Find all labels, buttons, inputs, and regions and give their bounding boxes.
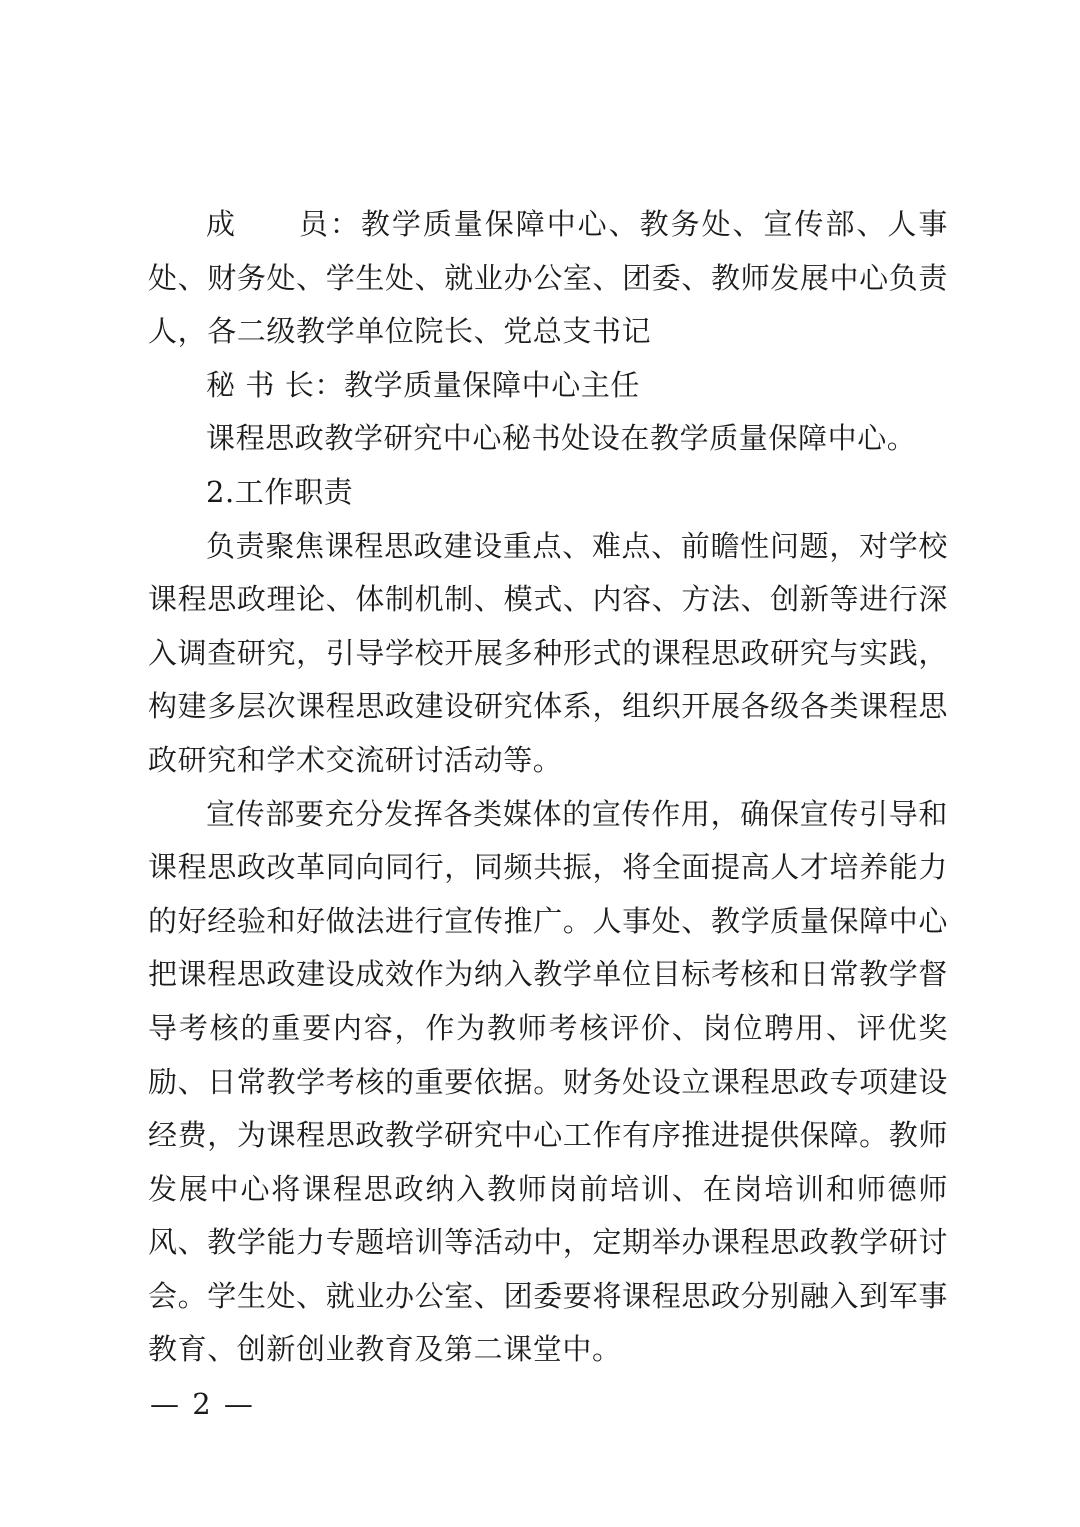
secretariat-paragraph: 课程思政教学研究中心秘书处设在教学质量保障中心。: [206, 421, 917, 456]
secretary-general-paragraph: 秘 书 长：教学质量保障中心主任: [206, 367, 641, 402]
document-body: [148, 198, 948, 1377]
section-heading: 2.工作职责: [206, 474, 354, 509]
duties-paragraph: 负责聚焦课程思政建设重点、难点、前瞻性问题，对学校课程思政理论、体制机制、模式、内容、方法、创新等进行深入调查研究，引导学校开展多种形式的课程思政研究与实践，构建多层次课程思政建设研究体系，组织开展各级各类课程思政研究和学术交流研讨活动等。: [148, 528, 948, 777]
page-number: — 2 —: [150, 1387, 255, 1421]
members-paragraph: 成 员：教学质量保障中心、教务处、宣传部、人事处、财务处、学生处、就业办公室、团委、教师发展中心负责人，各二级教学单位院长、党总支书记: [148, 207, 948, 349]
departments-paragraph: 宣传部要充分发挥各类媒体的宣传作用，确保宣传引导和课程思政改革同向同行，同频共振，将全面提高人才培养能力的好经验和好做法进行宣传推广。人事处、教学质量保障中心把课程思政建设成效作为纳入教学单位目标考核和日常教学督导考核的重要内容，作为教师考核评价、岗位聘用、评优奖励、日常教学考核的重要依据。财务处设立课程思政专项建设经费，为课程思政教学研究中心工作有序推进提供保障。教师发展中心将课程思政纳入教师岗前培训、在岗培训和师德师风、教学能力专题培训等活动中，定期举办课程思政教学研讨会。学生处、就业办公室、团委要将课程思政分别融入到军事教育、创新创业教育及第二课堂中。: [148, 796, 948, 1367]
